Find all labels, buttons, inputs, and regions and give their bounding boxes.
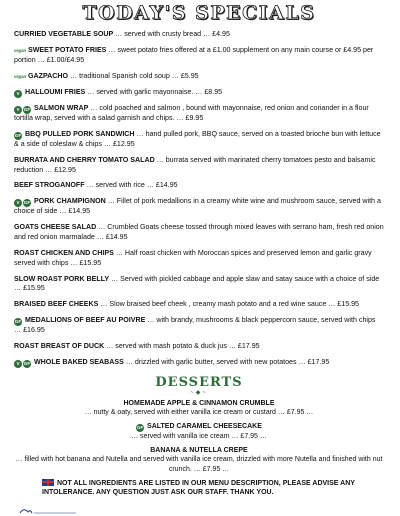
list-item xyxy=(14,197,384,217)
item-name: SALMON WRAP xyxy=(33,103,89,112)
gluten-free-icon: GF xyxy=(23,106,31,112)
item-name: MEDALLIONS OF BEEF AU POIVRE xyxy=(24,316,146,325)
list-item xyxy=(14,30,384,40)
item-desc: … served with mash potato & duck jus … £17.95 xyxy=(104,342,260,351)
list-item xyxy=(14,104,384,124)
ornament-icon: ~◆~ xyxy=(190,389,208,396)
flag-icon xyxy=(42,479,54,486)
item-name: WHOLE BAKED SEABASS xyxy=(33,358,124,367)
list-item xyxy=(14,422,384,441)
item-desc: … served with garlic mayonnaise. … £8.95 xyxy=(85,87,223,96)
dessert-desc: … served with vanilla ice cream … £7.95 … xyxy=(131,432,267,440)
list-item xyxy=(14,399,384,417)
item-desc: … Half roast chicken with Moroccan spices and preserved lemon and garlic gravy served with chips … £15.95 xyxy=(14,249,372,267)
gluten-free-icon: GF xyxy=(136,424,144,430)
item-desc: … cold poached and salmon , bound with mayonnaise, red onion and coriander in a flour tortilla wrap, served with a salad garnish and chips. … £9.95 xyxy=(14,103,369,122)
desserts-title: DESSERTS xyxy=(155,374,243,390)
item-desc: … drizzled with garlic butter, served with new potatoes … £17.95 xyxy=(123,358,330,367)
list-item xyxy=(14,316,384,336)
item-desc: … Crumbled Goats cheese tossed through mixed leaves with serrano ham, fresh red onion and red onion marmalade … £14.95 xyxy=(14,223,384,242)
list-item xyxy=(14,342,384,352)
item-desc: … burrata served with marinated cherry tomatoes pesto and balsamic reduction … £12.95 xyxy=(14,155,376,174)
desserts-header xyxy=(14,375,384,399)
item-desc: … Fillet of pork medallions in a creamy white wine and mushroom sauce, served with a choice of side … £14.95 xyxy=(14,197,381,216)
vegetarian-icon: V xyxy=(14,360,22,368)
item-name: GOATS CHEESE SALAD xyxy=(14,223,97,232)
list-item xyxy=(14,181,384,191)
item-desc: … served with rice … £14.95 xyxy=(84,181,178,190)
item-name: BBQ PULLED PORK SANDWICH xyxy=(24,129,135,138)
vegetarian-icon: V xyxy=(14,199,22,207)
list-item xyxy=(14,156,384,175)
item-name: SLOW ROAST PORK BELLY xyxy=(14,274,110,283)
item-desc: … traditional Spanish cold soup … £5.95 xyxy=(68,71,199,80)
logo-icon xyxy=(18,506,78,514)
gluten-free-icon: GF xyxy=(14,132,22,138)
gluten-free-icon: GF xyxy=(14,319,22,325)
list-item xyxy=(14,88,384,98)
item-name: CURRIED VEGETABLE SOUP xyxy=(14,30,114,38)
vegan-icon: vegan xyxy=(14,47,27,53)
list-item xyxy=(14,130,384,150)
item-name: BRAISED BEEF CHEEKS xyxy=(14,300,99,309)
item-name: GAZPACHO xyxy=(27,71,69,80)
dessert-desc: … filled with hot banana and Nutella and served with vanilla ice cream, drizzled with more Nutella and finished with nut crunch. … £7.95 … xyxy=(15,456,383,473)
item-desc: … hand pulled pork, BBQ sauce, served on a toasted brioche bun with lettuce & a side of coleslaw & chips … £12.95 xyxy=(14,129,381,148)
item-desc: … Served with pickled cabbage and apple slaw and satay sauce with a choice of side … £15.95 xyxy=(14,274,380,293)
item-name: SWEET POTATO FRIES xyxy=(27,45,107,54)
vegetarian-icon: V xyxy=(14,90,22,98)
vegan-icon: vegan xyxy=(14,73,27,79)
page-title: TODAY'S SPECIALS xyxy=(82,2,316,24)
dessert-desc: … nutty & oaty, served with either vanilla ice cream or custard … £7.95 … xyxy=(84,408,314,416)
item-name: PORK CHAMPIGNON xyxy=(33,197,106,206)
list-item xyxy=(14,358,384,368)
gluten-free-icon: GF xyxy=(23,361,31,367)
item-desc: … sweet potato fries offered at a £1.00 supplement on any main course or £4.95 per portion … £1.00/£4.95 xyxy=(14,45,374,64)
list-item xyxy=(14,223,384,242)
item-name: BURRATA AND CHERRY TOMATO SALAD xyxy=(14,155,155,164)
list-item xyxy=(14,72,384,82)
list-item xyxy=(14,446,384,474)
item-desc: … served with crusty bread … £4.95 xyxy=(113,30,230,38)
item-name: ROAST BREAST OF DUCK xyxy=(14,342,105,351)
dessert-name: BANANA & NUTELLA CREPE xyxy=(150,447,248,455)
list-item xyxy=(14,275,384,294)
gluten-free-icon: GF xyxy=(23,200,31,206)
item-name: HALLOUMI FRIES xyxy=(24,87,86,96)
notice-text: NOT ALL INGREDIENTS ARE LISTED IN OUR MENU DESCRIPTION, PLEASE ADVISE ANY INTOLERANCE. ANY QUESTION JUST ASK OUR STAFF. THANK YOU. xyxy=(42,479,355,496)
list-item xyxy=(14,249,384,268)
specials-list xyxy=(14,30,384,368)
item-name: BEEF STROGANOFF xyxy=(14,181,85,190)
vegetarian-icon: V xyxy=(14,106,22,114)
item-name: ROAST CHICKEN AND CHIPS xyxy=(14,249,114,258)
header xyxy=(14,0,384,30)
item-desc: … with brandy, mushrooms & black peppercorn sauce, served with chips … £16.95 xyxy=(14,316,376,335)
allergy-notice xyxy=(14,479,384,497)
dessert-name: SALTED CARAMEL CHEESECAKE xyxy=(147,422,262,430)
list-item xyxy=(14,300,384,310)
list-item xyxy=(14,46,384,65)
dessert-name: HOMEMADE APPLE & CINNAMON CRUMBLE xyxy=(123,399,275,407)
item-desc: … Slow braised beef cheek , creamy mash potato and a red wine sauce … £15.95 xyxy=(98,300,360,309)
